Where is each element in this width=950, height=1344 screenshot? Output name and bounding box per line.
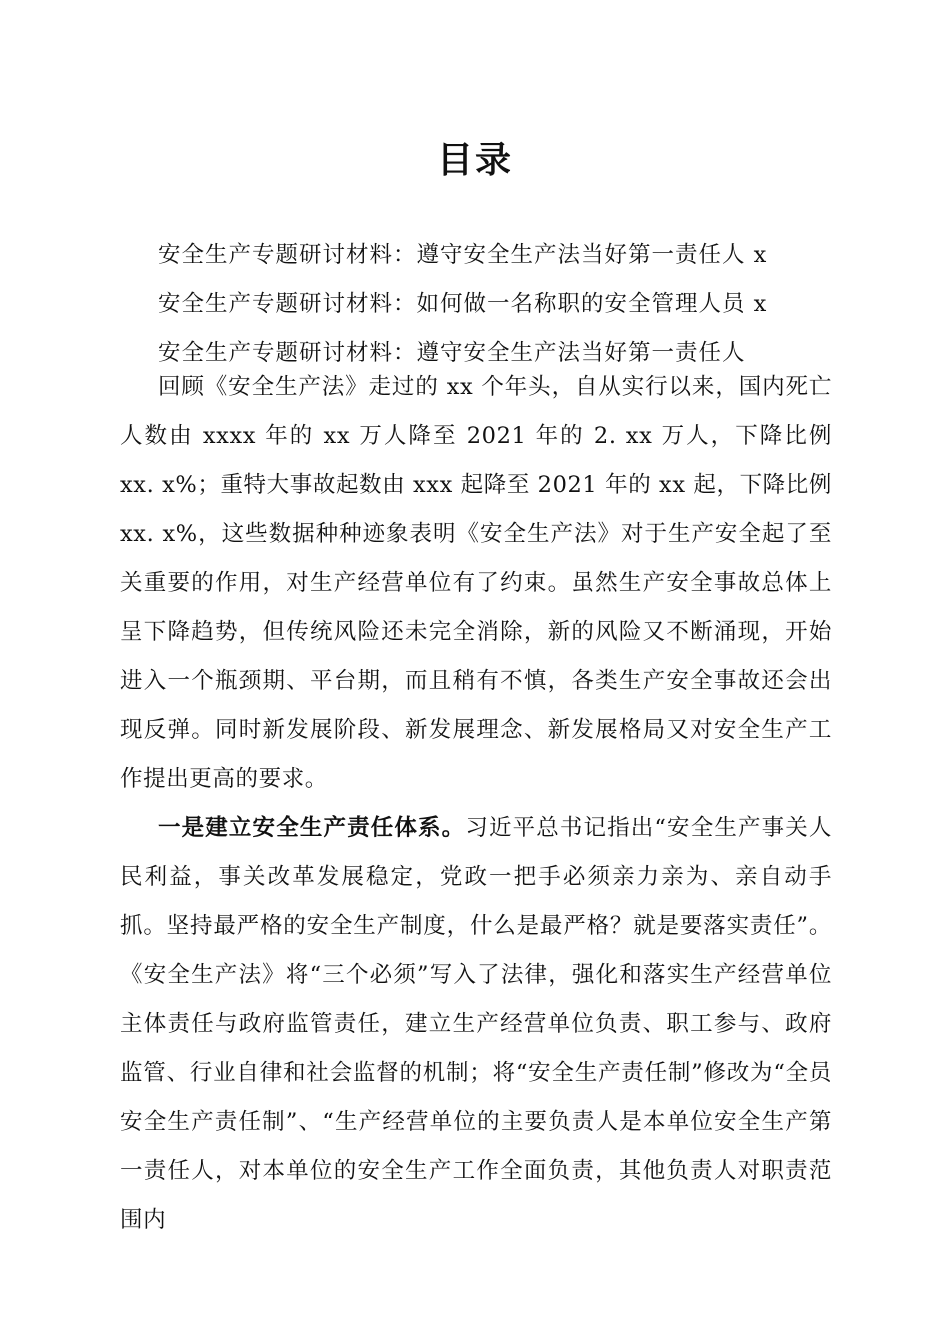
toc-item[interactable]: 安全生产专题研讨材料：如何做一名称职的安全管理人员 x <box>158 291 768 317</box>
toc-item[interactable]: 安全生产专题研讨材料：遵守安全生产法当好第一责任人 <box>158 340 746 366</box>
paragraph-responsibility-system <box>120 804 832 1245</box>
table-of-contents <box>120 231 840 378</box>
paragraph-intro <box>120 363 832 804</box>
paragraph-text: 回顾《安全生产法》走过的 xx 个年头，自从实行以来，国内死亡人数由 xxxx 年的 xx 万人降至 2021 年的 2. xx 万人，下降比例 xx. x%；重特大事故起数由 xxx 起降至 2021 年的 xx 起，下降比例 xx. x%，这些数据种种迹象表明《安全生产法》对于生产安全起了至关重要的作用，对生产经营单位有了约束。虽然生产安全事故总体上呈下降趋势，但传统风险还未完全消除，新的风险又不断涌现，开始进入一个瓶颈期、平台期，而且稍有不慎，各类生产安全事故还会出现反弹。同时新发展阶段、新发展理念、新发展格局又对安全生产工作提出更高的要求。 <box>120 374 832 792</box>
page-title: 目录 <box>436 139 513 181</box>
paragraph-lead: 一是建立安全生产责任体系。 <box>158 815 466 841</box>
paragraph-text: 习近平总书记指出“安全生产事关人民利益，事关改革发展稳定，党政一把手必须亲力亲为、亲自动手抓。坚持最严格的安全生产制度，什么是最严格？就是要落实责任”。《安全生产法》将“三个必须”写入了法律，强化和落实生产经营单位主体责任与政府监管责任，建立生产经营单位负责、职工参与、政府监管、行业自律和社会监督的机制；将“安全生产责任制”修改为“全员安全生产责任制”、“生产经营单位的主要负责人是本单位安全生产第一责任人，对本单位的安全生产工作全面负责，其他负责人对职责范围内 <box>120 815 832 1233</box>
document-body <box>120 363 832 1245</box>
toc-item[interactable]: 安全生产专题研讨材料：遵守安全生产法当好第一责任人 x <box>158 242 768 268</box>
